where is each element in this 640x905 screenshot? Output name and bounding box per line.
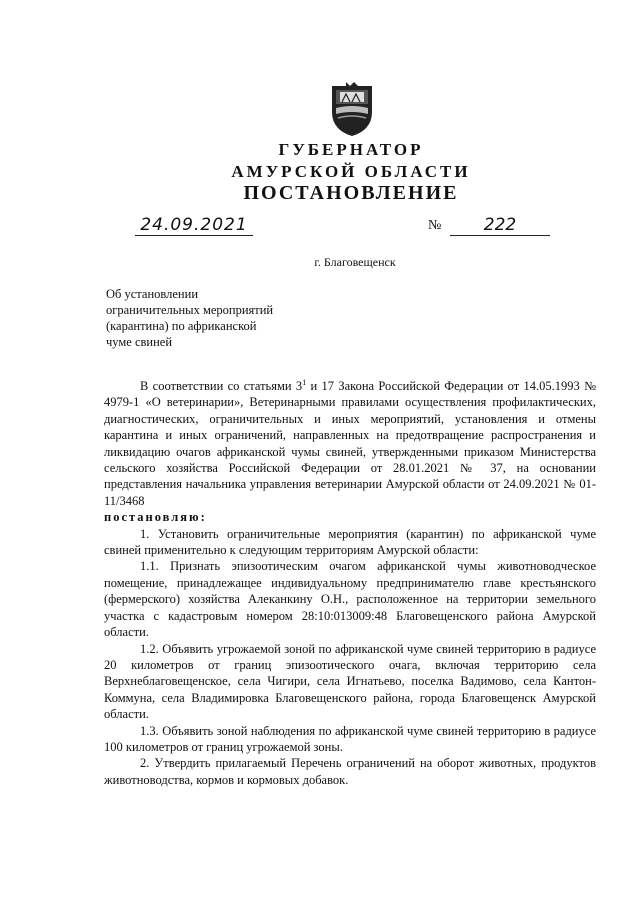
preamble-text-a: В соответствии со статьями 3 — [140, 379, 303, 393]
header-title-governor: ГУБЕРНАТОР — [278, 140, 424, 159]
document-body — [104, 378, 596, 788]
document-number: 222 — [450, 215, 550, 236]
preamble-paragraph — [104, 378, 596, 509]
item-2: 2. Утвердить прилагаемый Перечень ограничений на оборот животных, продуктов животноводства, кормов и кормовых добавок. — [104, 756, 596, 787]
item-1: 1. Установить ограничительные мероприятия (карантин) по африканской чуме свиней применительно к следующим территориям Амурской области: — [104, 526, 596, 558]
document-type-title: ПОСТАНОВЛЕНИЕ — [243, 182, 459, 204]
subject-line: (карантина) по африканской — [106, 319, 257, 333]
decree-word: постановляю: — [104, 510, 207, 525]
item-1-2: 1.2. Объявить угрожаемой зоной по африканской чуме свиней территорию в радиусе 20 километров от границ эпизоотического очага, включая территорию села Верхнеблаговещенское, села Чигири, села Игнатьево, поселка Вадимово, села Кантон-Коммуна, села Владимировка Благовещенского района, города Благовещенск Амурской области. — [104, 641, 596, 722]
preamble-superscript: 1 — [302, 377, 307, 387]
subject-block — [106, 286, 306, 350]
preamble-text-b: и 17 Закона Российской Федерации от 14.05.1993 № 4979-1 «О ветеринарии», Ветеринарными правилами осуществления профилактических, диагностических, ограничительных и иных мероприятий, установления и отмены карантина и иных ограничений, направленных на предотвращение распространения и ликвидацию очагов африканской чумы свиней, утвержденными приказом Министерства сельского хозяйства Российской Федерации от 28.01.2021 № 37, на основании представления начальника управления ветеринарии Амурской области от 24.09.2021 № 01-11/3468 — [104, 379, 596, 508]
subject-line: Об установлении — [106, 287, 199, 301]
city-line: г. Благовещенск — [314, 255, 396, 269]
subject-line: ограничительных мероприятий — [106, 303, 274, 317]
header-title-region: АМУРСКОЙ ОБЛАСТИ — [231, 162, 471, 181]
item-1-3: 1.3. Объявить зоной наблюдения по африканской чуме свиней территорию в радиусе 100 километров от границ угрожаемой зоны. — [104, 723, 596, 754]
subject-line: чуме свиней — [106, 335, 173, 349]
item-1-1: 1.1. Признать эпизоотическим очагом африканской чумы животноводческое помещение, принадлежащее индивидуальному предпринимателю главе крестьянского (фермерского) хозяйства Алеканкину О.Н., расположенное на территории земельного участка с кадастровым номером 28:10:013009:48 Благовещенского района Амурской области. — [104, 559, 596, 640]
number-label: № — [428, 218, 442, 233]
coat-of-arms-emblem — [326, 82, 378, 138]
document-date: 24.09.2021 — [135, 215, 253, 236]
